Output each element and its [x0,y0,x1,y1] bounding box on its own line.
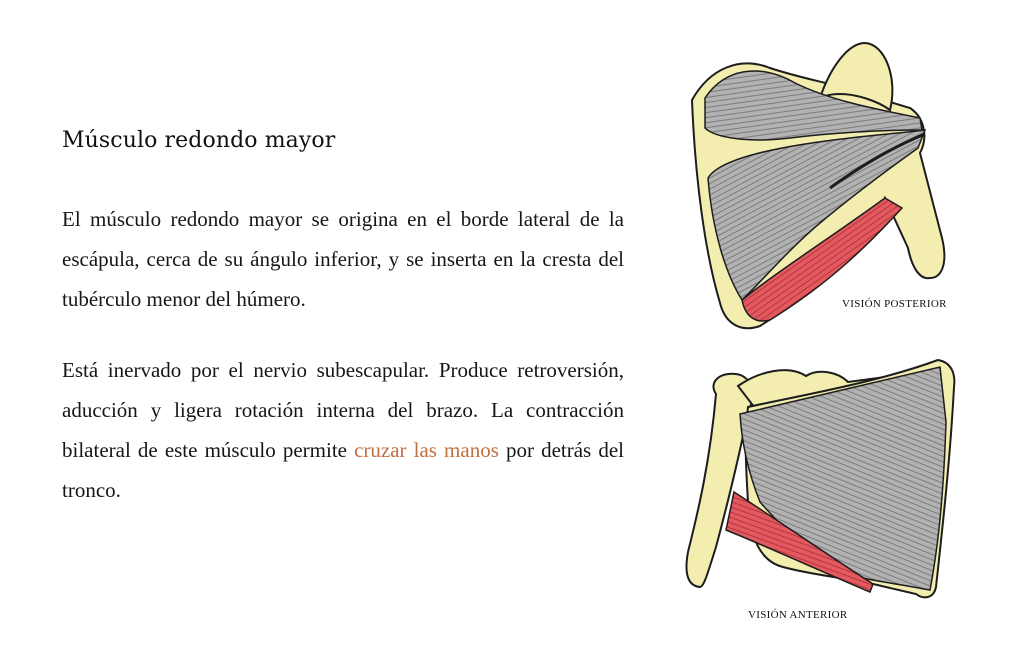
paragraph-origin: El músculo redondo mayor se origina en el borde lateral de la escápula, cerca de su ángulo inferior, y se inserta en la cresta del tubérculo menor del húmero. [62,207,624,311]
anterior-view-illustration [678,352,968,602]
humerus-bone [687,374,753,587]
anterior-caption: VISIÓN ANTERIOR [748,609,848,621]
highlight-link-cruzar-manos[interactable]: cruzar las manos [354,438,499,462]
paragraph-function-start: Está inervado por el nervio subescapular. Produce retroversión, aducción y ligera rotación interna del brazo. La contracción bilateral de este músculo permite [62,358,624,462]
paragraph-function-end: por detrás del tronco. [62,438,624,502]
page-title: Músculo redondo mayor [62,128,336,153]
posterior-caption: VISIÓN POSTERIOR [842,298,947,310]
text-column [62,128,624,510]
paragraph-function [62,350,624,510]
posterior-view-illustration [680,38,950,333]
